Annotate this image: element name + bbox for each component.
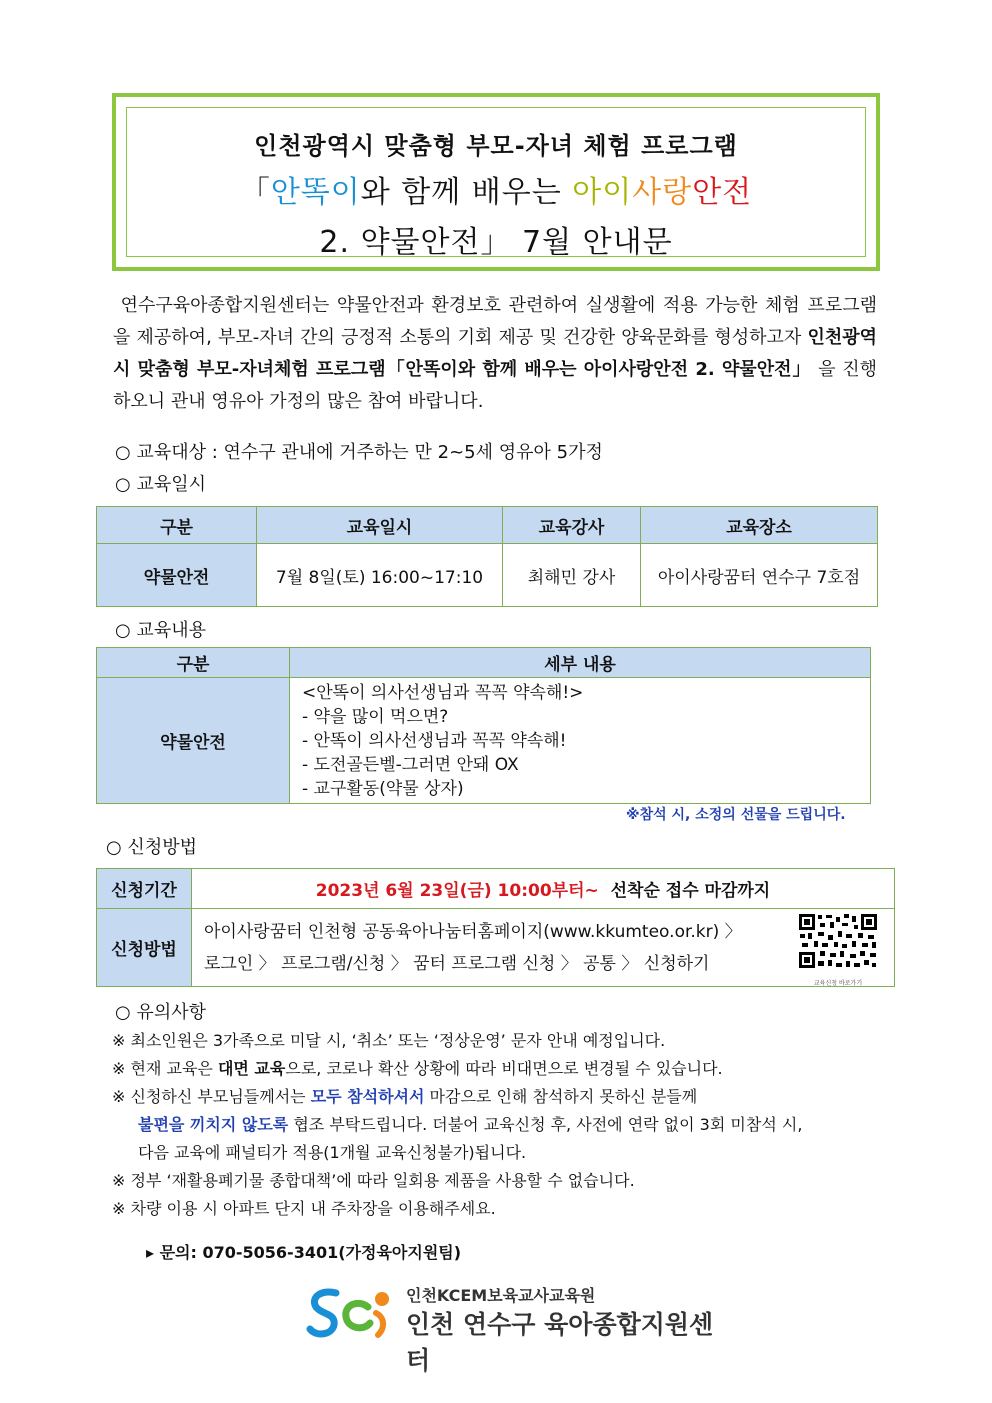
notice-text: 다음 교육에 패널티가 적용(1개월 교육신청불가)됩니다. — [138, 1143, 527, 1162]
notice-mark: ※ — [112, 1059, 126, 1078]
footer-org-small: 인천KCEM보육교사교육원 — [406, 1286, 596, 1305]
notice-text: 마감으로 인해 참석하지 못하신 분들께 — [424, 1087, 698, 1106]
title-word-sarang: 사랑 — [632, 175, 693, 210]
content-line: - 약을 많이 먹으면? — [302, 706, 449, 727]
content-line: - 안똑이 의사선생님과 꼭꼭 약속해! — [302, 730, 567, 751]
title-box — [112, 93, 880, 271]
schedule-heading: ○ 교육일시 — [115, 474, 206, 495]
title-line-2-text: 와 함께 배우는 — [360, 175, 573, 210]
apply-method-cell — [192, 909, 895, 987]
title-line-1: 인천광역시 맞춤형 부모-자녀 체험 프로그램 — [254, 132, 738, 160]
notice-emphasis: 불편을 끼치지 않도록 — [138, 1115, 289, 1134]
notice-item-1 — [112, 1027, 882, 1055]
notice-item-2 — [112, 1055, 882, 1083]
intro-text-2: 을 진행하오니 관내 영유아 가정의 많은 참여 바랍니다. — [113, 359, 877, 412]
notice-mark: ※ — [112, 1087, 126, 1106]
notice-emphasis: 대면 교육 — [217, 1059, 286, 1078]
notice-item-4 — [112, 1167, 882, 1195]
apply-method-line-2: 로그인 〉 프로그램/신청 〉 꿈터 프로그램 신청 〉 공통 〉 신청하기 — [204, 953, 710, 974]
title-word-ai: 아이 — [572, 175, 633, 210]
qr-caption: 교육신청 바로가기 — [813, 980, 863, 987]
notice-item-5 — [112, 1195, 882, 1223]
content-heading: ○ 교육내용 — [115, 620, 206, 641]
center-logo-icon — [306, 1285, 398, 1341]
notice-text: 최소인원은 3가족으로 미달 시, ‘취소’ 또는 ‘정상운영’ 문자 안내 예정입니다. — [130, 1031, 666, 1050]
schedule-location: 아이사랑꿈터 연수구 7호점 — [641, 544, 878, 607]
notice-item-3 — [112, 1083, 882, 1111]
notice-text: 차량 이용 시 아파트 단지 내 주차장을 이용해주세요. — [130, 1199, 496, 1218]
apply-heading: ○ 신청방법 — [106, 837, 197, 858]
title-bracket: 「 — [239, 175, 271, 210]
content-table — [96, 647, 871, 804]
notice-text: 현재 교육은 — [130, 1059, 218, 1078]
title-inner-frame — [126, 107, 866, 260]
qr-block — [796, 913, 880, 988]
schedule-header-instructor: 교육강사 — [503, 507, 641, 544]
content-row-label: 약물안전 — [97, 678, 290, 804]
notice-heading: ○ 유의사항 — [115, 1002, 206, 1023]
gift-note: ※참석 시, 소정의 선물을 드립니다. — [626, 807, 846, 823]
title-line-2 — [127, 167, 865, 211]
schedule-datetime: 7월 8일(토) 16:00~17:10 — [257, 544, 503, 607]
title-mascot-name: 안똑이 — [270, 175, 361, 210]
title-line-3: 2. 약물안전」 7월 안내문 — [319, 225, 673, 260]
notice-item-3-cont — [112, 1111, 882, 1139]
notice-list — [112, 1027, 882, 1223]
notice-text: 신청하신 부모님들께서는 — [130, 1087, 311, 1106]
footer-logo — [306, 1283, 726, 1375]
content-header-detail: 세부 내용 — [290, 648, 871, 678]
footer-org-large: 인천 연수구 육아종합지원센터 — [406, 1310, 714, 1375]
notice-item-3-cont2 — [112, 1139, 882, 1167]
apply-period-value — [192, 869, 895, 909]
notice-mark: ※ — [112, 1199, 126, 1218]
apply-period-date: 2023년 6월 23일(금) 10:00부터~ — [315, 881, 599, 901]
apply-method-label: 신청방법 — [97, 909, 192, 987]
schedule-header-datetime: 교육일시 — [257, 507, 503, 544]
notice-text: 으로, 코로나 확산 상황에 따라 비대면으로 변경될 수 있습니다. — [285, 1059, 723, 1078]
content-line: - 도전골든벨-그러면 안돼 OX — [302, 754, 519, 775]
content-header-category: 구분 — [97, 648, 290, 678]
target-line: ○ 교육대상 : 연수구 관내에 거주하는 만 2~5세 영유아 5가정 — [115, 442, 603, 463]
schedule-table — [96, 506, 878, 607]
notice-emphasis: 모두 참석하셔서 — [310, 1087, 425, 1106]
content-line: - 교구활동(약물 상자) — [302, 778, 464, 799]
content-line: <안똑이 의사선생님과 꼭꼭 약속해!> — [302, 682, 584, 703]
notice-text: 협조 부탁드립니다. 더불어 교육신청 후, 사전에 연락 없이 3회 미참석 시, — [288, 1115, 803, 1134]
contact-line: ▸ 문의: 070-5056-3401(가정육아지원팀) — [146, 1243, 462, 1262]
schedule-row-label: 약물안전 — [97, 544, 257, 607]
apply-period-label: 신청기간 — [97, 869, 192, 909]
title-word-anjeon: 안전 — [692, 175, 753, 210]
notice-text: 정부 ‘재활용폐기물 종합대책’에 따라 일회용 제품을 사용할 수 없습니다. — [130, 1171, 635, 1190]
notice-mark: ※ — [112, 1031, 126, 1050]
apply-table — [96, 868, 895, 987]
schedule-instructor: 최해민 강사 — [503, 544, 641, 607]
intro-paragraph — [113, 290, 877, 418]
schedule-header-location: 교육장소 — [641, 507, 878, 544]
schedule-header-category: 구분 — [97, 507, 257, 544]
intro-program-name: 인천광역시 맞춤형 부모-자녀체험 프로그램「안똑이와 함께 배우는 아이사랑안전 2. 약물안전」 — [113, 327, 877, 380]
content-detail-cell — [290, 678, 871, 804]
intro-text-1: 연수구육아종합지원센터는 약물안전과 환경보호 관련하여 실생활에 적용 가능한 체험 프로그램을 제공하여, 부모-자녀 간의 긍정적 소통의 기회 제공 및 건강한 양육문화를 형성하고자 — [113, 295, 877, 348]
notice-mark: ※ — [112, 1171, 126, 1190]
qr-code-icon[interactable] — [798, 913, 878, 969]
apply-period-end: 선착순 접수 마감까지 — [610, 881, 771, 901]
apply-method-line-1: 아이사랑꿈터 인천형 공동육아나눔터홈페이지(www.kkumteo.or.kr) 〉 — [204, 921, 742, 942]
